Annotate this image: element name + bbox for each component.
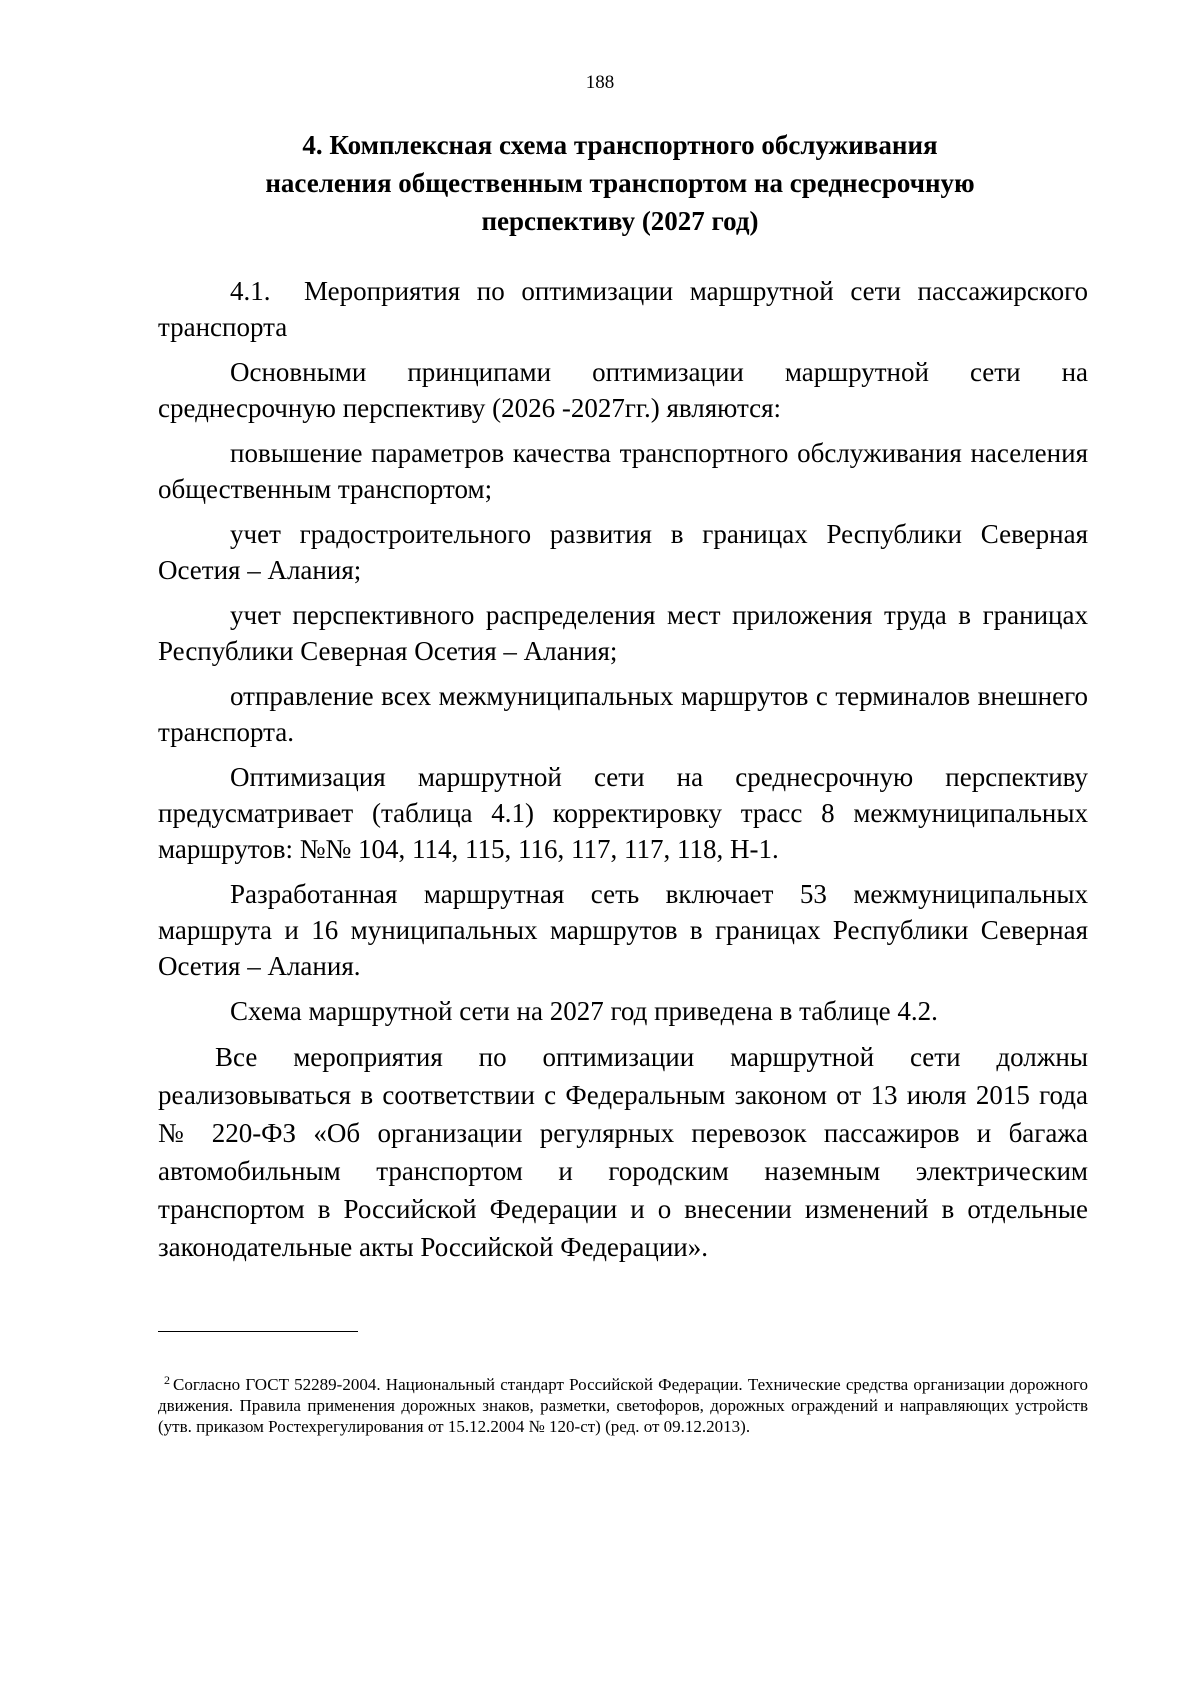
page-number: 188	[585, 72, 615, 93]
footnote-marker: 2	[164, 1373, 170, 1387]
section-heading	[158, 273, 1088, 345]
chapter-heading-line: населения общественным транспортом на среднесрочную	[265, 168, 975, 198]
paragraph: отправление всех межмуниципальных маршрутов с терминалов внешнего транспорта.	[158, 681, 1088, 747]
paragraph: Все мероприятия по оптимизации маршрутной сети должны реализовываться в соответствии с Федеральным законом от 13 июля 2015 года № 220-ФЗ «Об организации регулярных перевозок пассажиров и багажа автомобильным транспортом и городским наземным электрическим транспортом в Российской Федерации и о внесении изменений в отдельные законодательные акты Российской Федерации».	[158, 1042, 1088, 1262]
paragraph: Оптимизация маршрутной сети на среднесрочную перспективу предусматривает (таблица 4.1) корректировку трасс 8 межмуниципальных маршрутов: №№ 104, 114, 115, 116, 117, 117, 118, Н-1.	[158, 762, 1088, 864]
paragraph: учет перспективного распределения мест приложения труда в границах Республики Северная Осетия – Алания;	[158, 600, 1088, 666]
chapter-heading-line: перспективу (2027 год)	[481, 206, 759, 236]
chapter-heading	[240, 126, 1000, 240]
body-text	[158, 273, 1088, 1275]
chapter-heading-line: 4. Комплексная схема транспортного обслуживания	[302, 130, 938, 160]
footnote-separator	[158, 1331, 358, 1332]
paragraph: учет градостроительного развития в границах Республики Северная Осетия – Алания;	[158, 519, 1088, 585]
paragraph: Разработанная маршрутная сеть включает 53 межмуниципальных маршрута и 16 муниципальных маршрутов в границах Республики Северная Осетия – Алания.	[158, 879, 1088, 981]
section-title: Мероприятия по оптимизации маршрутной сети пассажирского транспорта	[158, 276, 1088, 342]
paragraph: Схема маршрутной сети на 2027 год приведена в таблице 4.2.	[230, 996, 938, 1026]
footnote	[158, 1370, 1088, 1437]
paragraph: повышение параметров качества транспортного обслуживания населения общественным транспортом;	[158, 438, 1088, 504]
paragraph: Основными принципами оптимизации маршрутной сети на среднесрочную перспективу (2026 -2027гг.) являются:	[158, 357, 1088, 423]
footnote-text: Согласно ГОСТ 52289-2004. Национальный стандарт Российской Федерации. Технические средства организации дорожного движения. Правила применения дорожных знаков, разметки, светофоров, дорожных ограждений и направляющих устройств (утв. приказом Ростехрегулирования от 15.12.2004 № 120-ст) (ред. от 09.12.2013).	[158, 1375, 1088, 1436]
section-number: 4.1.	[230, 276, 271, 306]
